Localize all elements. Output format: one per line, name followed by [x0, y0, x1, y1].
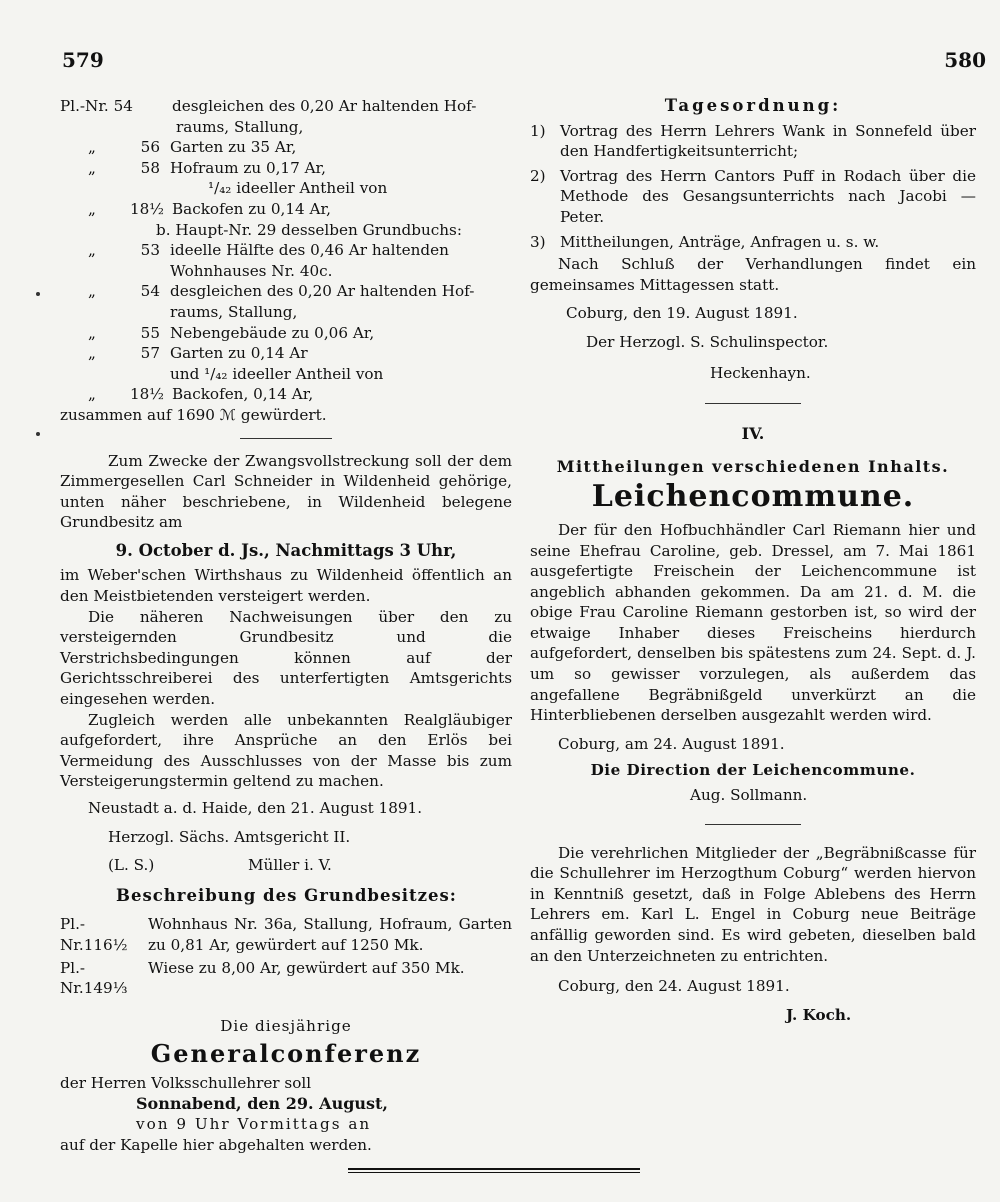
agenda-place-date: Coburg, den 19. August 1891. [566, 304, 798, 323]
parcel-row [60, 96, 512, 117]
parcel-number: 54 [113, 97, 133, 115]
parcel-text: raums, Stallung, [170, 302, 298, 321]
divider [705, 824, 801, 825]
burial-place-date: Coburg, den 24. August 1891. [558, 977, 790, 996]
left-column [60, 96, 512, 1155]
inspector-title: Der Herzogl. S. Schulinspector. [586, 332, 829, 351]
section-number: IV. [741, 424, 765, 444]
parcel-row [60, 220, 512, 241]
parcel-text: raums, Stallung, [176, 117, 304, 136]
description-list [60, 914, 512, 998]
parcel-number: 53 [140, 241, 160, 260]
parcel-row [60, 178, 512, 199]
description-item: Pl.-Nr.116½ Wohnhaus Nr. 36a, Stallung, Hofraum, Garten zu 0,81 Ar, gewürdert auf 1250 Mk. [60, 915, 512, 954]
details-paragraph: Die näheren Nachweisungen über den zu versteigernden Grundbesitz und die Verstrichsbedingungen können auf der Gerichtsschreiberei des unterfertigten Amtsgerichts eingesehen werden. [60, 607, 512, 709]
lunch-note: Nach Schluß der Verhandlungen findet ein gemeinsames Mittagessen statt. [530, 255, 976, 294]
parcel-row [60, 240, 512, 261]
divider [240, 438, 332, 439]
conference-intro: Die diesjährige [220, 1016, 352, 1035]
parcel-text: Garten zu 35 Ar, [170, 138, 297, 157]
divider [705, 403, 801, 404]
commune-signature: Die Direction der Leichencommune. [590, 761, 916, 780]
parcel-subheading: b. Haupt-Nr. 29 desselben Grundbuchs: [156, 220, 462, 239]
parcel-row [60, 261, 512, 282]
parcel-text: desgleichen des 0,20 Ar haltenden Hof- [172, 97, 477, 115]
parcel-number: 18½ [129, 385, 164, 404]
commune-paragraph: Der für den Hofbuchhändler Carl Riemann hier und seine Ehefrau Caroline, geb. Dressel, am 7. Mai 1861 ausgefertigte Freischein der Leichencommune ist angeblich abhanden gekommen. Da am 21. d. M. die obige Frau Caroline Riemann gestorben ist, so wird der etwaige Inhaber dieses Freischeins hierdurch aufgefordert, denselben bis spätestens zum 24. Sept. d. J. um so gewisser vorzulegen, als außerdem das angefallene Begräbnißgeld unverkürzt an die Hinterbliebenen derselben ausgezahlt werden wird. [530, 520, 976, 725]
agenda-heading: Tagesordnung: [664, 96, 842, 115]
print-speck [36, 292, 40, 296]
commune-name: Aug. Sollmann. [690, 786, 808, 805]
commune-title: Leichencommune. [591, 479, 915, 515]
parcel-text: Nebengebäude zu 0,06 Ar, [170, 323, 375, 342]
parcel-row [60, 158, 512, 179]
conference-date: Sonnabend, den 29. August, [136, 1093, 388, 1113]
parcel-row [60, 302, 512, 323]
parcel-text: desgleichen des 0,20 Ar haltenden Hof- [170, 282, 475, 301]
right-column [530, 96, 976, 1025]
page-number-left: 579 [62, 48, 104, 72]
parcel-number: 57 [140, 344, 160, 363]
agenda-item: 2) Vortrag des Herrn Cantors Puff in Rodach über die Methode des Gesangsunterrichts nach Jacobi — Peter. [530, 166, 976, 226]
parcel-row [60, 117, 512, 138]
ditto-mark: „ [88, 385, 96, 404]
ditto-mark: „ [88, 344, 96, 363]
parcel-row [60, 281, 512, 302]
ditto-mark: „ [88, 199, 96, 218]
page-number-right: 580 [944, 48, 986, 72]
parcel-number: 18½ [129, 199, 164, 218]
parcel-number: 56 [140, 138, 160, 157]
parcel-row [60, 199, 512, 220]
ditto-mark: „ [88, 158, 96, 177]
commune-place-date: Coburg, am 24. August 1891. [558, 734, 785, 753]
page-footer-rule [348, 1168, 640, 1173]
ditto-mark: „ [88, 323, 96, 342]
agenda-list [530, 121, 976, 253]
burial-signature: J. Koch. [786, 1005, 852, 1024]
parcel-number: 55 [140, 323, 160, 342]
seal-mark: (L. S.) [108, 856, 155, 875]
conference-time: von 9 Uhr Vormittags an [136, 1115, 372, 1134]
section-title: Mittheilungen verschiedenen Inhalts. [556, 456, 950, 476]
parcel-number: 54 [140, 282, 160, 301]
ditto-mark: „ [88, 241, 96, 260]
parcel-text: Wohnhauses Nr. 40c. [170, 261, 333, 280]
parcel-total: zusammen auf 1690 ℳ gewürdert. [60, 405, 327, 424]
parcel-text: Hofraum zu 0,17 Ar, [170, 158, 326, 177]
description-item: Pl.-Nr.149⅓ Wiese zu 8,00 Ar, gewürdert auf 350 Mk. [60, 958, 465, 998]
parcel-text: Backofen, 0,14 Ar, [172, 385, 314, 404]
parcel-number: 58 [140, 158, 160, 177]
parcel-prefix: Pl.-Nr. [60, 97, 109, 115]
signature-line [60, 855, 512, 876]
inspector-name: Heckenhayn. [710, 363, 811, 382]
auction-date: 9. October d. Js., Nachmittags 3 Uhr, [115, 540, 457, 560]
agenda-item: 3) Mittheilungen, Anträge, Anfragen u. s. w. [530, 232, 880, 251]
parcel-text: Garten zu 0,14 Ar [170, 344, 308, 363]
ditto-mark: „ [88, 282, 96, 301]
creditors-paragraph: Zugleich werden alle unbekannten Realgläubiger aufgefordert, ihre Ansprüche an den Erlös bei Vermeidung des Ausschlusses von der Masse bis zum Versteigerungstermin geltend zu machen. [60, 710, 512, 791]
court-name: Herzogl. Sächs. Amtsgericht II. [108, 827, 351, 846]
parcel-row [60, 364, 512, 385]
description-heading: Beschreibung des Grundbesitzes: [116, 885, 457, 905]
parcel-row [60, 137, 512, 158]
place-date: Neustadt a. d. Haide, den 21. August 1891. [88, 799, 423, 817]
parcel-text: ¹/₄₂ ideeller Antheil von [208, 179, 388, 198]
conference-who: der Herren Volksschullehrer soll [60, 1073, 312, 1092]
signature: Müller i. V. [248, 856, 332, 875]
parcel-row [60, 343, 512, 364]
conference-title: Generalconferenz [150, 1039, 422, 1069]
parcel-text: und ¹/₄₂ ideeller Antheil von [170, 364, 384, 383]
burial-fund-paragraph: Die verehrlichen Mitglieder der „Begräbnißcasse für die Schullehrer im Herzogthum Coburg“ werden hiervon in Kenntniß gesetzt, daß in Folge Ablebens des Herrn Lehrers em. Karl L. Engel in Coburg neue Beiträge anfällig geworden sind. Es wird gebeten, dieselben bald an den Unterzeichneten zu entrichten. [530, 843, 976, 965]
print-speck [36, 432, 40, 436]
parcel-text: ideelle Hälfte des 0,46 Ar haltenden [170, 241, 449, 260]
parcel-list [60, 96, 512, 426]
auction-paragraph: Zum Zwecke der Zwangsvollstreckung soll der dem Zimmergesellen Carl Schneider in Wildenheid gehörige, unten näher beschriebene, in Wildenheid belegene Grundbesitz am [60, 451, 512, 532]
parcel-row [60, 323, 512, 344]
auction-place: im Weber'schen Wirthshaus zu Wildenheid öffentlich an den Meistbietenden versteigert werden. [60, 566, 512, 606]
conference-place: auf der Kapelle hier abgehalten werden. [60, 1135, 372, 1154]
agenda-item: 1) Vortrag des Herrn Lehrers Wank in Sonnefeld über den Handfertigkeitsunterricht; [530, 121, 976, 161]
parcel-row [60, 384, 512, 405]
parcel-text: Backofen zu 0,14 Ar, [172, 199, 331, 218]
ditto-mark: „ [88, 138, 96, 157]
